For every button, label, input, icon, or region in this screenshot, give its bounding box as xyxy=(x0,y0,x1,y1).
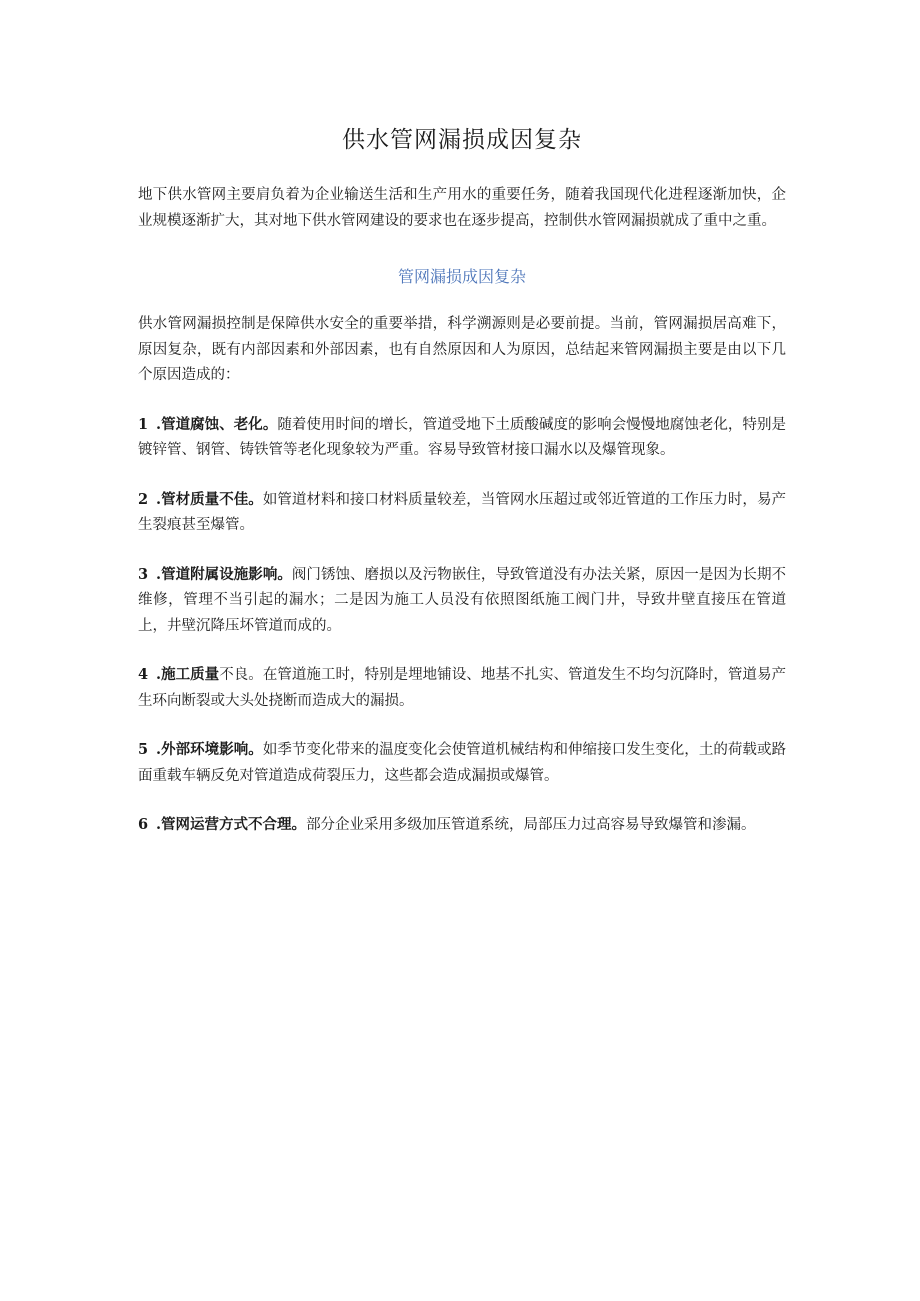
item-number: 1 xyxy=(138,415,149,433)
item-lead: .管网运营方式不合理。 xyxy=(156,816,307,833)
list-item-6 xyxy=(138,812,786,839)
list-item-3 xyxy=(138,562,786,640)
list-item-2 xyxy=(138,487,786,539)
section-intro-paragraph: 供水管网漏损控制是保障供水安全的重要举措，科学溯源则是必要前提。当前，管网漏损居高难下，原因复杂，既有内部因素和外部因素，也有自然原因和人为原因，总结起来管网漏损主要是由以下几个原因造成的： xyxy=(138,316,786,383)
list-item-1 xyxy=(138,412,786,464)
item-text: 如季节变化带来的温度变化会使管道机械结构和伸缩接口发生变化，土的荷载或路面重载车辆反免对管道造成荷裂压力，这些都会造成漏损或爆管。 xyxy=(138,742,786,784)
section-heading: 管网漏损成因复杂 xyxy=(397,267,526,286)
item-lead: .外部环境影响。 xyxy=(156,741,263,758)
item-number: 2 xyxy=(138,490,149,508)
item-text: 阀门锈蚀、磨损以及污物嵌住，导致管道没有办法关紧，原因一是因为长期不维修，管理不当引起的漏水；二是因为施工人员没有依照图纸施工阀门井，导致井壁直接压在管道上，井壁沉降压坏管道而成的。 xyxy=(138,566,786,634)
item-number: 6 xyxy=(138,816,149,833)
item-lead: .管道附属设施影响。 xyxy=(156,565,292,583)
intro-paragraph: 地下供水管网主要肩负着为企业输送生活和生产用水的重要任务，随着我国现代化进程逐渐加快，企业规模逐渐扩大，其对地下供水管网建设的要求也在逐步提高，控制供水管网漏损就成了重中之重。 xyxy=(138,187,786,229)
item-text: 随着使用时间的增长，管道受地下土质酸碱度的影响会慢慢地腐蚀老化，特别是镀锌管、钢管、铸铁管等老化现象较为严重。容易导致管材接口漏水以及爆管现象。 xyxy=(138,416,786,458)
list-item-5 xyxy=(138,737,786,789)
item-lead: .施工质量 xyxy=(156,666,220,683)
item-text: 如管道材料和接口材料质量较差，当管网水压超过或邻近管道的工作压力时，易产生裂痕甚至爆管。 xyxy=(138,491,786,533)
item-lead: .管材质量不佳。 xyxy=(156,490,263,508)
item-number: 3 xyxy=(138,565,149,583)
item-number: 5 xyxy=(138,741,149,758)
item-lead: .管道腐蚀、老化。 xyxy=(156,415,278,433)
list-item-4 xyxy=(138,662,786,714)
document-page xyxy=(138,0,786,839)
item-text: 不良。在管道施工时，特别是埋地铺设、地基不扎实、管道发生不均匀沉降时，管道易产生环向断裂或大头处挠断而造成大的漏损。 xyxy=(138,667,786,709)
item-text: 部分企业采用多级加压管道系统，局部压力过高容易导致爆管和渗漏。 xyxy=(306,817,756,833)
document-title: 供水管网漏损成因复杂 xyxy=(342,127,582,153)
item-number: 4 xyxy=(138,666,149,683)
